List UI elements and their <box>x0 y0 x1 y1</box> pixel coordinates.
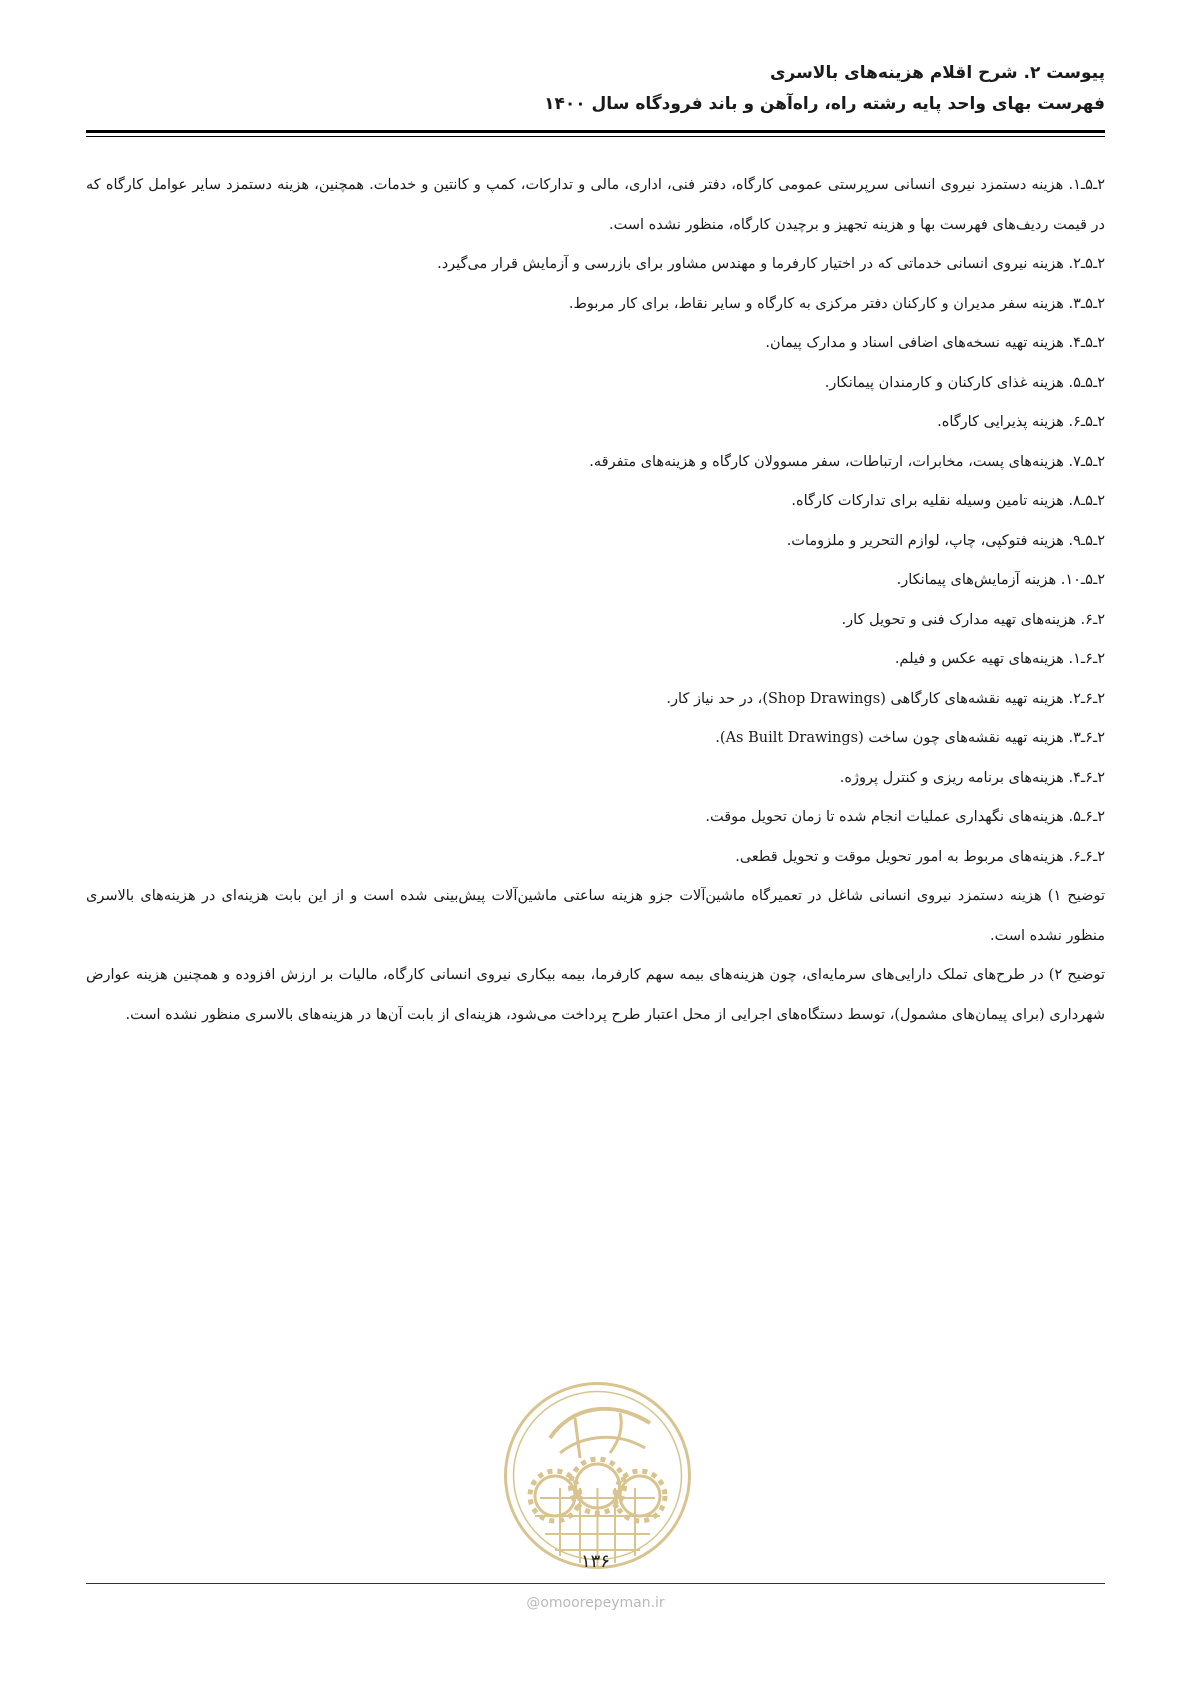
page-number: ۱۳۶ <box>580 1551 610 1572</box>
note-1: توضیح ۱) هزینه دستمزد نیروی انسانی شاغل در تعمیرگاه ماشین‌آلات جزو هزینه ساعتی ماشین‌آلات پیش‌بینی شده است و از این بابت هزینه‌ای در هزینه‌های بالاسری منظور نشده است. <box>86 888 1105 944</box>
paragraph-2-6-5: ۲ـ۶ـ۵. هزینه‌های نگهداری عملیات انجام شده تا زمان تحویل موقت. <box>705 809 1105 825</box>
paragraph-2-6-1: ۲ـ۶ـ۱. هزینه‌های تهیه عکس و فیلم. <box>894 651 1105 667</box>
paragraph-2-5-3: ۲ـ۵ـ۳. هزینه سفر مدیران و کارکنان دفتر مرکزی به کارگاه و سایر نقاط، برای کار مربوط. <box>568 295 1105 312</box>
footer-rule <box>86 1583 1105 1584</box>
paragraph-2-6-4: ۲ـ۶ـ۴. هزینه‌های برنامه ریزی و کنترل پروژه. <box>839 769 1105 786</box>
note-2: توضیح ۲) در طرح‌های تملک دارایی‌های سرمایه‌ای، چون هزینه‌های بیمه سهم کارفرما، بیمه بیکاری نیروی انسانی کارگاه، مالیات بر ارزش افزوده و همچنین هزینه عوارض شهرداری (برای پیمان‌های مشمول)، توسط دستگاه‌های اجرایی از محل اعتبار طرح پرداخت می‌شود، هزینه‌ای از بابت آن‌ها در هزینه‌های بالاسری منظور نشده است. <box>86 967 1105 1023</box>
page-header <box>86 58 1105 120</box>
paragraph-2-5-2: ۲ـ۵ـ۲. هزینه نیروی انسانی خدماتی که در اختیار کارفرما و مهندس مشاور برای بازرسی و آزمایش قرار می‌گیرد. <box>437 256 1105 272</box>
paragraph-2-5-1: ۲ـ۵ـ۱. هزینه دستمزد نیروی انسانی سرپرستی عمومی کارگاه، دفتر فنی، اداری، مالی و تدارکات، کمپ و کانتین و خدمات. همچنین، هزینه دستمزد سایر عوامل کارگاه که در قیمت ردیف‌های فهرست بها و هزینه تجهیز و برچیدن کارگاه، منظور نشده است. <box>86 177 1105 233</box>
header-title: پیوست ۲. شرح اقلام هزینه‌های بالاسری <box>769 63 1105 83</box>
paragraph-2-6-3: ۲ـ۶ـ۳. هزینه تهیه نقشه‌های چون ساخت (As Built Drawings). <box>715 730 1105 746</box>
paragraph-2-6-2: ۲ـ۶ـ۲. هزینه تهیه نقشه‌های کارگاهی (Shop Drawings)، در حد نیاز کار. <box>666 690 1105 707</box>
paragraph-2-5-8: ۲ـ۵ـ۸. هزینه تامین وسیله نقلیه برای تدارکات کارگاه. <box>791 493 1105 509</box>
paragraph-2-5-10: ۲ـ۵ـ۱۰. هزینه آزمایش‌های پیمانکار. <box>896 572 1105 588</box>
paragraph-2-5-9: ۲ـ۵ـ۹. هزینه فتوکپی، چاپ، لوازم التحریر و ملزومات. <box>786 532 1105 549</box>
document-body <box>86 166 1105 1035</box>
header-subtitle: فهرست بهای واحد پایه رشته راه، راه‌آهن و باند فرودگاه سال ۱۴۰۰ <box>544 94 1105 114</box>
paragraph-2-5-5: ۲ـ۵ـ۵. هزینه غذای کارکنان و کارمندان پیمانکار. <box>824 374 1105 391</box>
seal-watermark <box>500 1378 695 1573</box>
seal-emblem-icon <box>500 1378 695 1573</box>
paragraph-2-6: ۲ـ۶. هزینه‌های تهیه مدارک فنی و تحویل کار. <box>841 611 1105 628</box>
paragraph-2-5-7: ۲ـ۵ـ۷. هزینه‌های پست، مخابرات، ارتباطات، سفر مسوولان کارگاه و هزینه‌های متفرقه. <box>589 453 1105 470</box>
header-rule-thick <box>86 130 1105 133</box>
paragraph-2-5-4: ۲ـ۵ـ۴. هزینه تهیه نسخه‌های اضافی اسناد و مدارک پیمان. <box>765 335 1105 351</box>
watermark-url: @omoorepeyman.ir <box>526 1595 665 1611</box>
header-rule-thin <box>86 136 1105 137</box>
paragraph-2-5-6: ۲ـ۵ـ۶. هزینه پذیرایی کارگاه. <box>937 414 1105 430</box>
paragraph-2-6-6: ۲ـ۶ـ۶. هزینه‌های مربوط به امور تحویل موقت و تحویل قطعی. <box>735 848 1105 865</box>
